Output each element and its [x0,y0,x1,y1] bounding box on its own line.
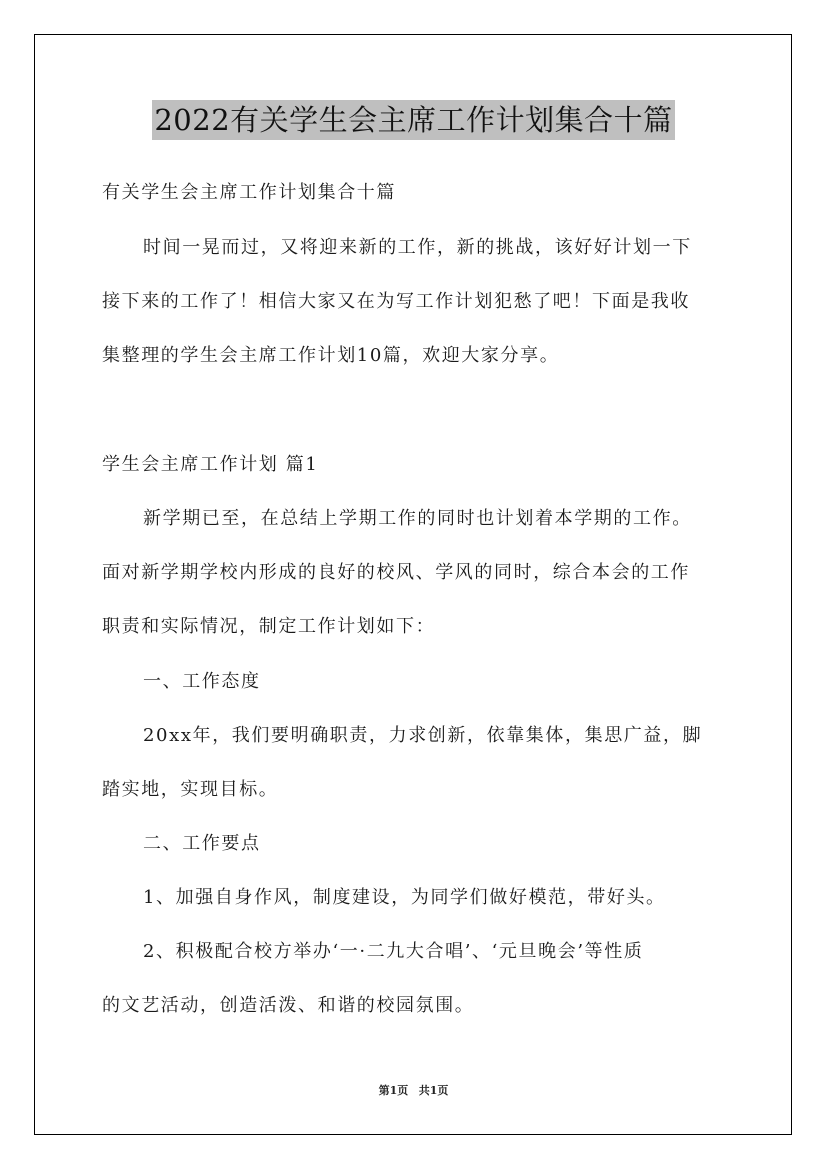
page-number: 第1页 [378,1084,409,1097]
body-line: 接下来的工作了！相信大家又在为写工作计划犯愁了吧！下面是我收 [102,291,690,312]
body-line: 时间一晃而过，又将迎来新的工作，新的挑战，该好好计划一下 [143,237,692,258]
subtitle-line: 有关学生会主席工作计划集合十篇 [102,182,396,203]
body-line: 20xx年，我们要明确职责，力求创新，依靠集体，集思广益，脚 [143,725,703,746]
list-item: 1、加强自身作风，制度建设，为同学们做好模范，带好头。 [143,887,666,908]
title-container [0,100,827,140]
subheading: 一、工作态度 [143,671,261,692]
body-line: 新学期已至，在总结上学期工作的同时也计划着本学期的工作。 [143,508,692,529]
body-line: 职责和实际情况，制定工作计划如下： [102,616,436,637]
body-line: 面对新学期学校内形成的良好的校风、学风的同时，综合本会的工作 [102,562,690,583]
page-footer [0,1084,827,1098]
section-heading: 学生会主席工作计划 篇1 [102,454,319,475]
document-title: 2022有关学生会主席工作计划集合十篇 [152,100,674,140]
list-item: 2、积极配合校方举办‘一·二九大合唱’、‘元旦晚会’等性质 [143,941,644,962]
subheading: 二、工作要点 [143,833,261,854]
body-line: 的文艺活动，创造活泼、和谐的校园氛围。 [102,995,475,1016]
body-line: 踏实地，实现目标。 [102,779,279,800]
body-line: 集整理的学生会主席工作计划10篇，欢迎大家分享。 [102,345,560,366]
page-total: 共1页 [418,1084,449,1097]
